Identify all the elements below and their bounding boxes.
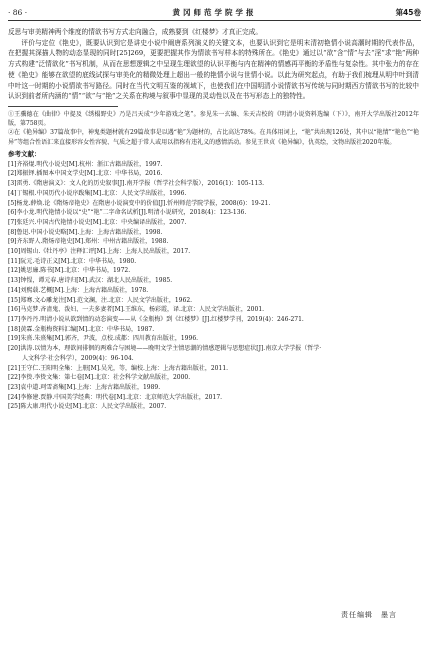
reference-item: [10]周锡山.《牡丹亭》注释汇评[M].上海：上海人民出版社，2017. [8, 248, 191, 256]
article-body [8, 27, 419, 412]
reference-item: [21]王守仁.王阳明全集：上册[M].吴光，等，编校.上海：上海古籍出版社，2011. [8, 364, 229, 372]
reference-item: [11]阮元.毛诗正义[M].北京：中华书局，1980. [8, 257, 137, 265]
page-header [8, 6, 421, 21]
footnote: ①王骥德在《曲律》中提及《绣榻野史》乃是吕天成“少年游戏之笔”。参见朱一玄编、朱天吉校的《明清小说资料选编（下）》，南开大学出版社2012年版，第758页。 [8, 110, 419, 128]
reference-item: 人文科学·社会科学），2009(4)：96-104. [22, 354, 134, 362]
reference-item: [24]李修建.贾静.中国美学经典：明代卷[M].北京：北京师范大学出版社，2017. [8, 393, 223, 401]
reference-item: [7]张廷兴.中国古代艳情小说史[M].北京：中央编译出版社，2007. [8, 218, 187, 226]
reference-item: [9]齐东野人.隋炀帝艳史[M].郑州：中州古籍出版社，1988. [8, 238, 169, 246]
reference-item: [2]郑振铎.插图本中国文学史[M].北京：中华书局，2016. [8, 170, 163, 178]
body-paragraphs [8, 27, 419, 102]
reference-item: [13]钟惺，谭元春.唐诗归[M].武汉：湖北人民出版社，1985. [8, 277, 173, 285]
journal-title: 黄冈师范学院学报 [172, 8, 257, 17]
reference-item: [17]李丹丹.明清小说从欲到情的动态演变——从《金瓶梅》到《红楼梦》[J].红楼梦学刊，2019(4)：246-271. [8, 315, 304, 323]
reference-item: [14]刘熙载.艺概[M].上海：上海古籍出版社，1978. [8, 286, 149, 294]
reference-item: [25]陈大康.明代小说史[M].北京：人民文学出版社，2007. [8, 403, 167, 411]
reference-item: [20]洪涛.以情为本，理欲间徘徊的两难合与困境——晚明文学主情思潮的情感逻辑与思想症状[J].南京大学学报（哲学· [8, 345, 322, 353]
body-paragraph: 评价与定位《艳史》，既要认识到它是讲史小说中阐唐系列演义的关键文本，也要认识到它是明末清初艳情小说高潮时期的代表作品，在把握其深描人物的动态显现的同时[25]269，更要把握其作为情欲书写样本的特殊所在。《艳史》通过以“欲”含“情”与去“淫”求“艳”两种方式构建“泛情欲化”书写机制，从而在思想逻辑之中呈现生理欲望的认识平衡与内在精神的情感再平衡的矛盾性与复杂性。其中张力的存在使《艳史》能够在欲望的底线试探与审美化的精微处理上超出一般的艳情小说与世情小说。以此为研究起点，有助于我们梳理从明中叶到清中叶这一时期的小说情欲书写路径。同时在当代文明互鉴的视域下，也使我们在中国明清小说情欲书写传统与同时期西方情欲书写的比较中认识到前者所内涵的“情”“欲”与“艳”之关系在构境与叙事中显现的灵动性以及在书写形态上的独特性。 [8, 38, 419, 101]
references-heading: 参考文献： [8, 149, 41, 158]
reference-item: [16]马克梦.吝啬鬼、泼妇、一夫多妻者[M].王维东，杨彩霞，译.北京：人民文学出版社，2001. [8, 306, 265, 314]
page-number: · 86 · [8, 8, 28, 17]
footnotes [8, 110, 419, 147]
reference-item: [15]郑骞.文心雕龙注[M].范文澜，注.北京：人民文学出版社，1962. [8, 296, 193, 304]
reference-item: [4]丁锡根.中国历代小说序跋集[M].北京：人民文学出版社，1996. [8, 189, 187, 197]
reference-item: [19]朱熹.朱熹集[M].郭齐，尹波，点校.成都：四川教育出版社，1996. [8, 335, 199, 343]
responsible-editor: 责任编辑 墨言 [341, 611, 397, 619]
reference-item: [22]李贽.李贽文集：第七卷[M].北京：社会科学文献出版社，2000. [8, 374, 191, 382]
volume-label: 第45卷 [395, 8, 421, 17]
reference-item: [8]鲁迅.中国小说史略[M].上海：上海古籍出版社，1998. [8, 228, 163, 236]
reference-item: [1]齐裕焜.明代小说史[M].杭州：浙江古籍出版社，1997. [8, 160, 163, 168]
reference-item: [5]杨龙.薛焕.论《隋炀帝艳史》在隋唐小说演变中的价值[J].忻州师范学院学报，2008(6)：19-21. [8, 199, 271, 207]
reference-item: [6]李小龙.明代艳情小说以“史”“艳”二字命名试析[J].明清小说研究，2018(4)：123-136. [8, 209, 247, 217]
footnote: ②在《艳异编》37篇故事中，神鬼类题材就有29篇故事是以遇“艳”为题材的，占比高达78%。在具体用词上，“艳”共出现126处，其中以“艳情”“艳色”“艳异”等组合性语汇来直接形容女性容貌、气质之超于常人或用以指称有违礼义的感情活动。参见王世贞《艳异编》，仇英绘，文物出版社2020年版。 [8, 129, 419, 146]
reference-item: [3]雷勇.《隋唐演义》：文人化的历史叙事[J].南开学报（哲学社会科学版），2016(1)：105-113. [8, 180, 265, 188]
reference-item: [18]黄霖.金瓶梅资料汇编[M].北京：中华书局，1987. [8, 325, 155, 333]
reference-list [8, 160, 419, 412]
body-paragraph: 反思与审美精神两个维度的情欲书写方式走向融合，成熟要到《红楼梦》才真正完成。 [8, 28, 263, 36]
reference-item: [23]袁中道.珂雪斋集[M].上海：上海古籍出版社，1989. [8, 383, 161, 391]
reference-item: [12]姚思廉.陈书[M].北京：中华书局，1972. [8, 267, 131, 275]
footnote-divider [8, 106, 118, 107]
